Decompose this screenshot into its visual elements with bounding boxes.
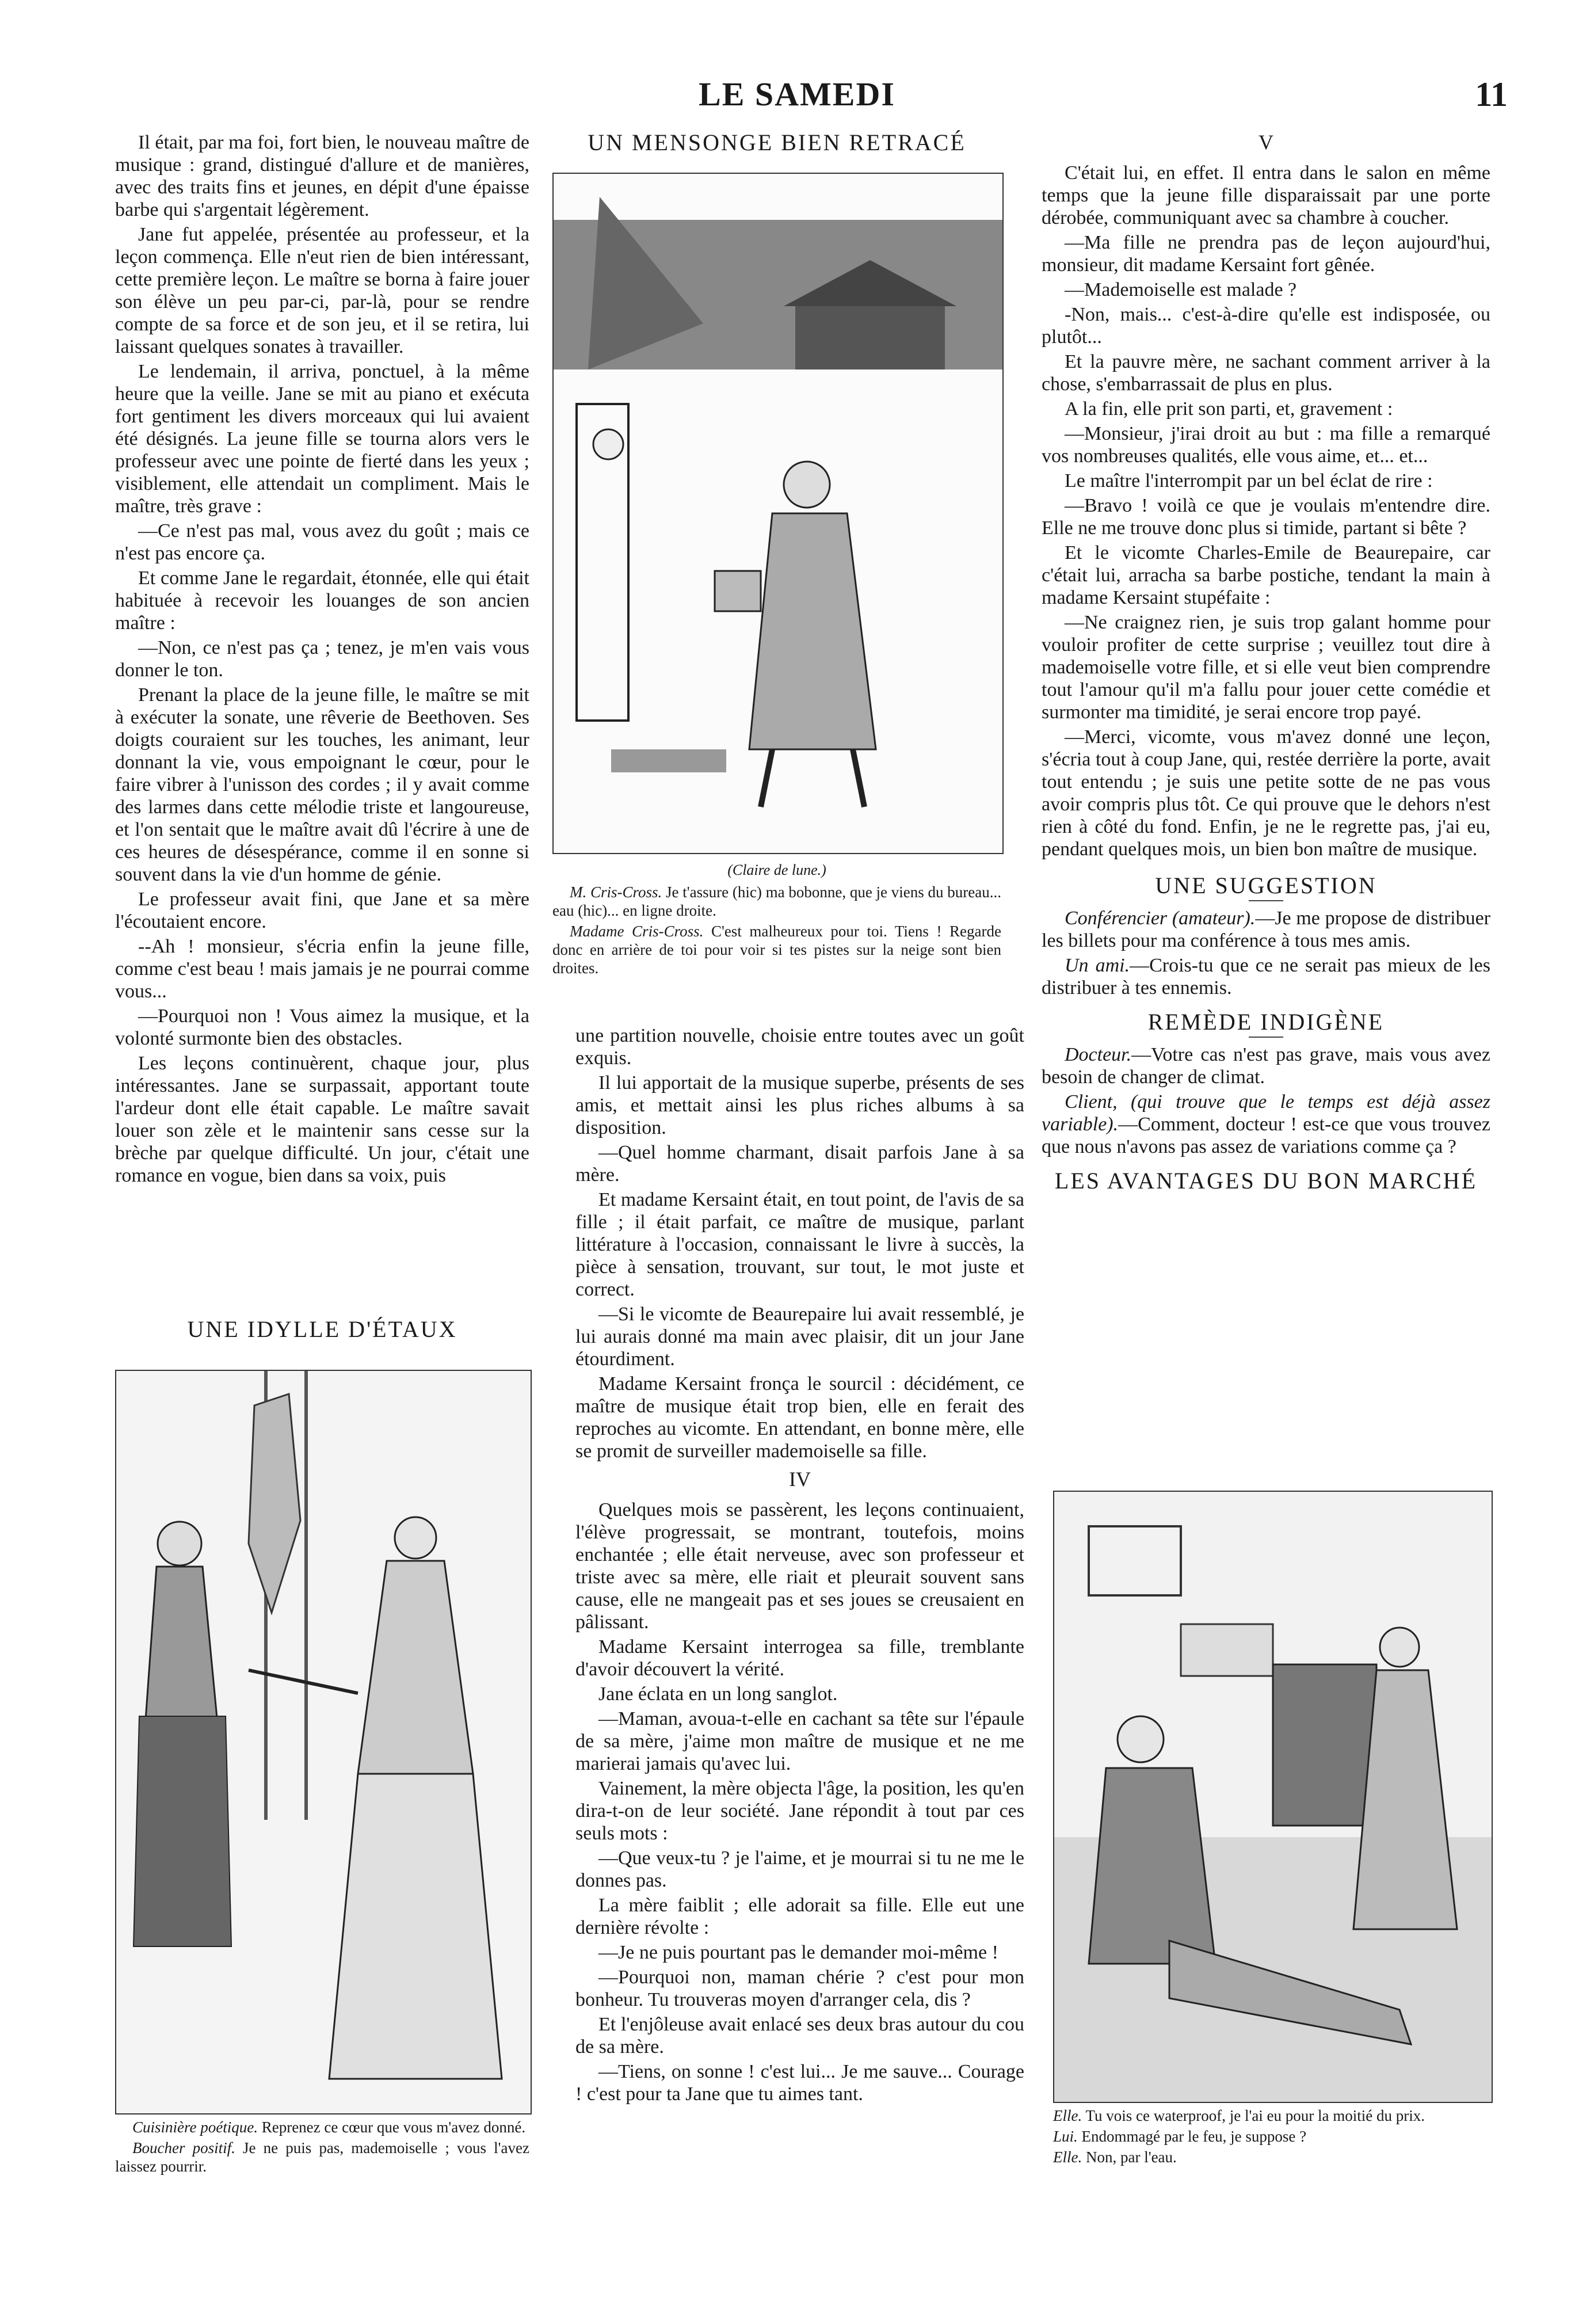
paragraph: —Merci, vicomte, vous m'avez donné une leçon, s'écria tout à coup Jane, qui, restée derrière la porte, avait tout entendu ; je suis une petite sotte de ne pas vous avoir compris plus tôt. Ce qui prouve que le dehors n'est rien à côté du fond. Enfin, je ne le regrette pas, j'ai eu, pendant quelques mois, un bien bon maître de musique. (1042, 726, 1490, 860)
avantages-title: LES AVANTAGES DU BON MARCHÉ (1054, 1168, 1478, 1194)
dialogue-text: —Comment, docteur ! est-ce que vous trouvez que nous n'avons pas assez de variations comme ça ? (1042, 1114, 1490, 1157)
caption-speaker: Madame Cris-Cross. (570, 923, 704, 940)
butcher-drawing (116, 1371, 531, 2113)
chapter-number: IV (789, 1468, 811, 1491)
caption-speaker: Boucher positif. (132, 2139, 235, 2157)
paragraph: Jane fut appelée, présentée au professeur, et la leçon commença. Elle n'eut rien de bien intéressant, cette première leçon. Le maître se borna à faire jouer son élève un peu par-ci, par-là, pour se rendre compte de sa force et de son jeu, et il se retira, lui laissant quelques sonates à travailler. (115, 224, 529, 357)
mensonge-title: UN MENSONGE BIEN RETRACÉ (588, 129, 966, 155)
paragraph: —Ma fille ne prendra pas de leçon aujourd'hui, monsieur, dit madame Kersaint fort gênée. (1042, 232, 1490, 276)
paragraph: Le maître l'interrompit par un bel éclat de rire : (1065, 470, 1433, 492)
masthead (0, 75, 1594, 115)
paragraph: —Monsieur, j'irai droit au but : ma fille a remarqué vos nombreuses qualités, elle vous aime, et... et... (1042, 423, 1490, 467)
paragraph: Prenant la place de la jeune fille, le maître se mit à exécuter la sonate, une rêverie de Beethoven. Ses doigts couraient sur les touches, les animant, leur donnant la vie, vous empoignant le cœur, pour le faire vibrer à l'unisson des cordes ; il y avait comme des larmes dans cette mélodie triste et langoureuse, et l'on sentait que le maître avait dû l'écrire à une de ces heures de désespérance, comme il en sonne si souvent dans la vie d'un homme de génie. (115, 684, 529, 885)
snow-drawing (554, 174, 1002, 853)
idylle-title: UNE IDYLLE D'ÉTAUX (187, 1316, 457, 1342)
divider (1249, 900, 1283, 901)
caption-text: Endommagé par le feu, je suppose ? (1081, 2128, 1307, 2145)
caption-text: Reprenez ce cœur que vous m'avez donné. (261, 2119, 526, 2136)
paragraph: Et la pauvre mère, ne sachant comment arriver à la chose, s'embarrassait de plus en plus. (1042, 351, 1490, 395)
caption-speaker: Lui. (1053, 2128, 1078, 2145)
paragraph: C'était lui, en effet. Il entra dans le salon en même temps que la jeune fille disparaissait par une porte dérobée, communiquant avec sa chambre à coucher. (1042, 162, 1490, 228)
paragraph: —Si le vicomte de Beaurepaire lui avait ressemblé, je lui aurais donné ma main avec plaisir, dit un jour Jane étourdiment. (575, 1304, 1024, 1370)
caption-speaker: Cuisinière poétique. (132, 2119, 258, 2136)
caption-text: Je ne puis pas, mademoiselle ; vous l'avez laissez pourrir. (115, 2139, 529, 2175)
paragraph: Et madame Kersaint était, en tout point, de l'avis de sa fille ; il était parfait, ce maître de musique, parlant littérature à l'occasion, connaissant le livre à succès, la pièce à sensation, trouvant, sur tout, le mot juste et correct. (575, 1189, 1024, 1300)
paragraph: Et comme Jane le regardait, étonnée, elle qui était habituée à recevoir les louanges de son ancien maître : (115, 567, 529, 634)
paragraph: —Pourquoi non ! Vous aimez la musique, et la volonté surmonte bien des obstacles. (115, 1005, 529, 1049)
column-left-text (115, 131, 529, 1189)
suggestion-title: UNE SUGGESTION (1155, 873, 1377, 898)
parlor-illustration (1053, 1491, 1493, 2103)
paragraph: une partition nouvelle, choisie entre toutes avec un goût exquis. (575, 1025, 1024, 1069)
dialogue-text: —Crois-tu que ce ne serait pas mieux de les distribuer à tes ennemis. (1042, 955, 1490, 999)
paragraph: Le lendemain, il arriva, ponctuel, à la même heure que la veille. Jane se mit au piano et exécuta fort gentiment les divers morceaux qui lui avaient été désignés. La jeune fille se tourna alors vers le professeur avec une pointe de fierté dans les yeux ; visiblement, elle attendait un compliment. Mais le maître, très grave : (115, 361, 529, 517)
snow-illustration (552, 173, 1004, 854)
paragraph: Le professeur avait fini, que Jane et sa mère l'écoutaient encore. (115, 889, 529, 932)
paragraph: Madame Kersaint interrogea sa fille, tremblante d'avoir découvert la vérité. (575, 1636, 1024, 1680)
paragraph: —Que veux-tu ? je l'aime, et je mourrai si tu ne me le donnes pas. (575, 1847, 1024, 1891)
paragraph: Jane éclata en un long sanglot. (598, 1683, 838, 1705)
speaker: Conférencier (amateur). (1065, 908, 1256, 929)
chapter-number: V (1259, 131, 1273, 154)
caption-speaker: Elle. (1053, 2107, 1082, 2124)
caption-speaker: Elle. (1053, 2148, 1082, 2166)
paragraph: —Mademoiselle est malade ? (1065, 279, 1297, 300)
caption-text: Tu vois ce waterproof, je l'ai eu pour la moitié du prix. (1085, 2107, 1425, 2124)
speaker: Docteur. (1065, 1044, 1132, 1065)
paragraph: --Ah ! monsieur, s'écria enfin la jeune fille, comme c'est beau ! mais jamais je ne pourrai comme vous... (115, 936, 529, 1002)
paragraph: -Non, mais... c'est-à-dire qu'elle est indisposée, ou plutôt... (1042, 304, 1490, 348)
divider (1249, 1037, 1283, 1038)
paragraph: Il était, par ma foi, fort bien, le nouveau maître de musique : grand, distingué d'allure et de manières, avec des traits fins et jeunes, en dépit d'une épaisse barbe qui s'argentait légèrement. (115, 132, 529, 220)
column-right-text (1042, 131, 1490, 1192)
caption-text: Je t'assure (hic) ma bobonne, que je viens du bureau... eau (hic)... en ligne droite. (552, 883, 1001, 919)
paragraph: —Maman, avoua-t-elle en cachant sa tête sur l'épaule de sa mère, j'aime mon maître de musique et ne me marierai jamais qu'avec lui. (575, 1708, 1024, 1774)
mensonge-caption (552, 858, 1001, 980)
speaker: Client, (qui trouve que le temps est déjà assez variable). (1042, 1091, 1490, 1135)
paragraph: Et le vicomte Charles-Emile de Beaurepaire, car c'était lui, arracha sa barbe postiche, tendant la main à madame Kersaint stupéfaite : (1042, 542, 1490, 608)
paragraph: —Non, ce n'est pas ça ; tenez, je m'en vais vous donner le ton. (115, 637, 529, 681)
remede-title: REMÈDE INDIGÈNE (1147, 1009, 1385, 1035)
idylle-caption (115, 2118, 529, 2178)
paragraph: —Bravo ! voilà ce que je voulais m'entendre dire. Elle ne me trouve donc plus si timide, partant si bête ? (1042, 495, 1490, 539)
paragraph: —Pourquoi non, maman chérie ? c'est pour mon bonheur. Tu trouveras moyen d'arranger cela, dis ? (575, 1967, 1024, 2010)
paragraph: Les leçons continuèrent, chaque jour, plus intéressantes. Jane se surpassait, apportant toute l'ardeur dont elle était capable. Le maître savait louer son zèle et le maintenir sans cesse sur la brèche par quelque difficulté. Un jour, c'était une romance en vogue, bien dans sa voix, puis (115, 1053, 529, 1186)
paragraph: Quelques mois se passèrent, les leçons continuaient, l'élève progressait, se montrant, toutefois, moins enchantée ; elle était nerveuse, avec son professeur et triste avec sa mère, elle riait et pleurait souvent sans cause, elle ne mangeait pas et ses joues se creusaient en pâlissant. (575, 1499, 1024, 1633)
paragraph: —Quel homme charmant, disait parfois Jane à sa mère. (575, 1142, 1024, 1186)
butcher-illustration (115, 1370, 532, 2115)
paragraph: Et l'enjôleuse avait enlacé ses deux bras autour du cou de sa mère. (575, 2014, 1024, 2058)
paragraph: A la fin, elle prit son parti, et, gravement : (1065, 398, 1393, 420)
paragraph: —Ne craignez rien, je suis trop galant homme pour vouloir profiter de cette surprise ; veuillez tout dire à mademoiselle votre fille, et si elle veut bien comprendre tout l'amour qu'il m'a fallu pour jouer cette comédie et surmonter ma timidité, je serai encore trop payé. (1042, 612, 1490, 723)
caption-text: Non, par l'eau. (1085, 2148, 1177, 2166)
illustration-credit: (Claire de lune.) (727, 862, 826, 878)
paragraph: Madame Kersaint fronça le sourcil : décidément, ce maître de musique était trop bien, elle en ferait des reproches au vicomte. En attendant, en bonne mère, elle se promit de surveiller mademoiselle sa fille. (575, 1373, 1024, 1462)
avantages-caption (1053, 2106, 1490, 2169)
paragraph: —Ce n'est pas mal, vous avez du goût ; mais ce n'est pas encore ça. (115, 520, 529, 564)
dialogue-text: —Je me propose de distribuer les billets pour ma conférence à tous mes amis. (1042, 908, 1491, 951)
column-middle-text (575, 1024, 1024, 2108)
paragraph: —Tiens, on sonne ! c'est lui... Je me sauve... Courage ! c'est pour ta Jane que tu aimes tant. (575, 2061, 1024, 2105)
parlor-drawing (1054, 1492, 1492, 2102)
caption-speaker: M. Cris-Cross. (570, 883, 662, 901)
page-number: 11 (1475, 75, 1508, 113)
dialogue-text: —Votre cas n'est pas grave, mais vous avez besoin de changer de climat. (1042, 1044, 1490, 1088)
paragraph: Vainement, la mère objecta l'âge, la position, les qu'en dira-t-on de leur société. Jane répondit à tout par ces seuls mots : (575, 1778, 1024, 1844)
speaker: Un ami. (1065, 955, 1130, 976)
caption-text: C'est malheureux pour toi. Tiens ! Regarde donc en arrière de toi pour voir si tes pistes sur la neige sont bien droites. (552, 923, 1001, 977)
paragraph: —Je ne puis pourtant pas le demander moi-même ! (598, 1942, 998, 1963)
mensonge-header (552, 131, 1001, 154)
paragraph: Il lui apportait de la musique superbe, présents de ses amis, et mettait ainsi les plus riches albums à sa disposition. (575, 1072, 1024, 1138)
idylle-section (115, 1318, 529, 1340)
journal-title: LE SAMEDI (699, 75, 895, 113)
paragraph: La mère faiblit ; elle adorait sa fille. Elle eut une dernière révolte : (575, 1895, 1024, 1938)
